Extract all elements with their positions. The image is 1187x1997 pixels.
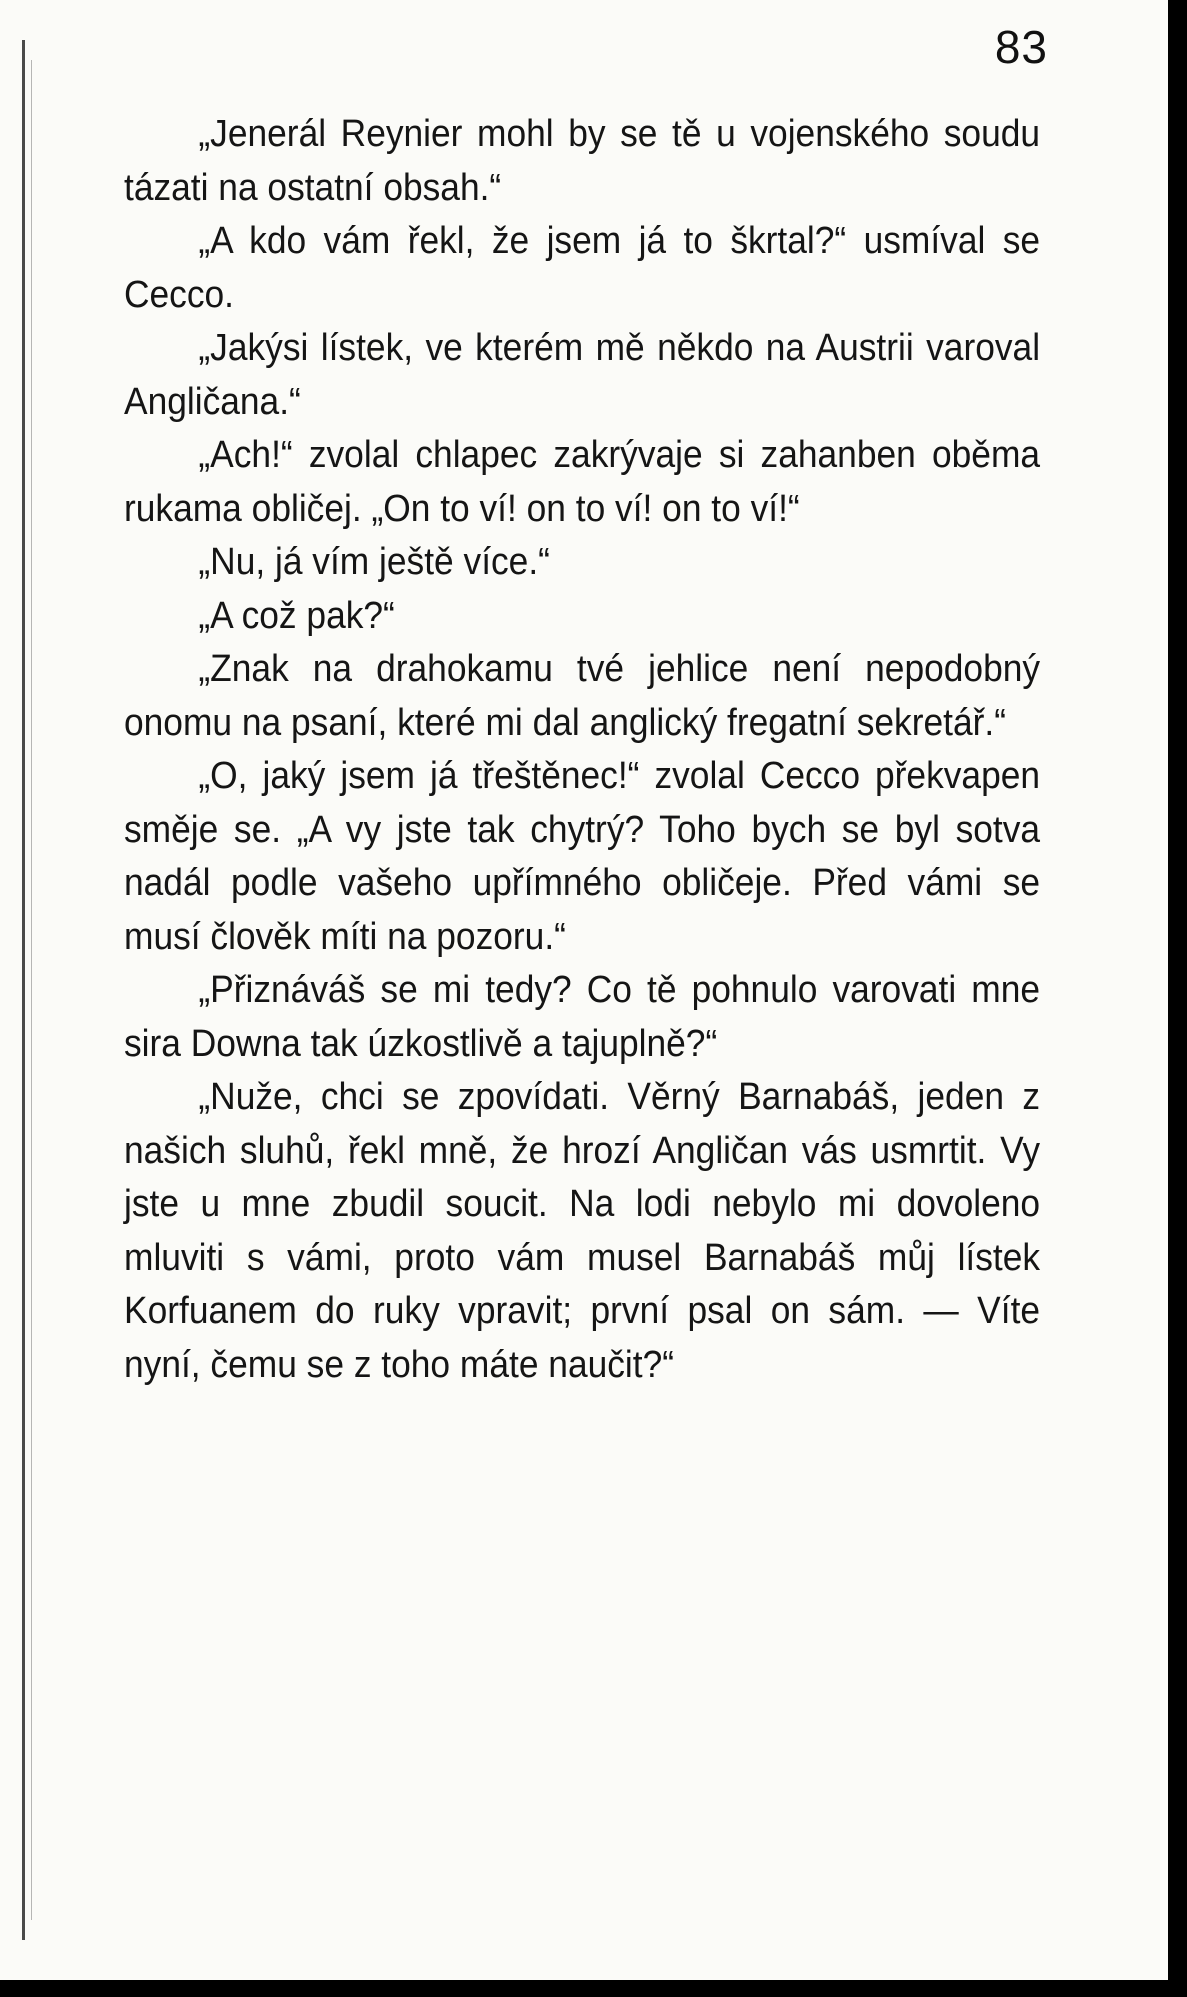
body-text bbox=[124, 108, 1040, 1392]
paragraph: „Jakýsi lístek, ve kterém mě někdo na Austrii varoval Angličana.“ bbox=[124, 327, 1041, 423]
paragraph: „A kdo vám řekl, že jsem já to škrtal?“ usmíval se Cecco. bbox=[124, 220, 1041, 316]
paragraph: „Jenerál Reynier mohl by se tě u vojenského soudu tázati na ostatní obsah.“ bbox=[124, 113, 1041, 209]
page-number: 83 bbox=[994, 21, 1048, 73]
page-edge-shadow bbox=[31, 60, 32, 1920]
paragraph: „A což pak?“ bbox=[198, 594, 395, 637]
paragraph: „Nu, já vím ještě více.“ bbox=[198, 541, 550, 583]
paragraph: „Ach!“ zvolal chlapec zakrývaje si zahanben oběma rukama obličej. „On to ví! on to ví! on to ví!“ bbox=[124, 434, 1041, 530]
paragraph: „Přiznáváš se mi tedy? Co tě pohnulo varovati mne sira Downa tak úzkostlivě a tajuplně?“ bbox=[124, 969, 1041, 1065]
paragraph: „Znak na drahokamu tvé jehlice není nepodobný onomu na psaní, které mi dal anglický fregatní sekretář.“ bbox=[124, 648, 1041, 744]
paragraph: „O, jaký jsem já třeštěnec!“ zvolal Cecco překvapen směje se. „A vy jste tak chytrý? Toho bych se byl sotva nadál podle vašeho upřímného obličeje. Před vámi se musí člověk míti na pozoru.“ bbox=[124, 755, 1041, 958]
paragraph: „Nuže, chci se zpovídati. Věrný Barnabáš, jeden z našich sluhů, řekl mně, že hrozí Angličan vás usmrtit. Vy jste u mne zbudil soucit. Na lodi nebylo mi dovoleno mluviti s vámi, proto vám musel Barnabáš můj lístek Korfuanem do ruky vpravit; první psal on sám. — Víte nyní, čemu se z toho máte naučit?“ bbox=[124, 1076, 1041, 1386]
page-edge-line bbox=[22, 40, 25, 1940]
